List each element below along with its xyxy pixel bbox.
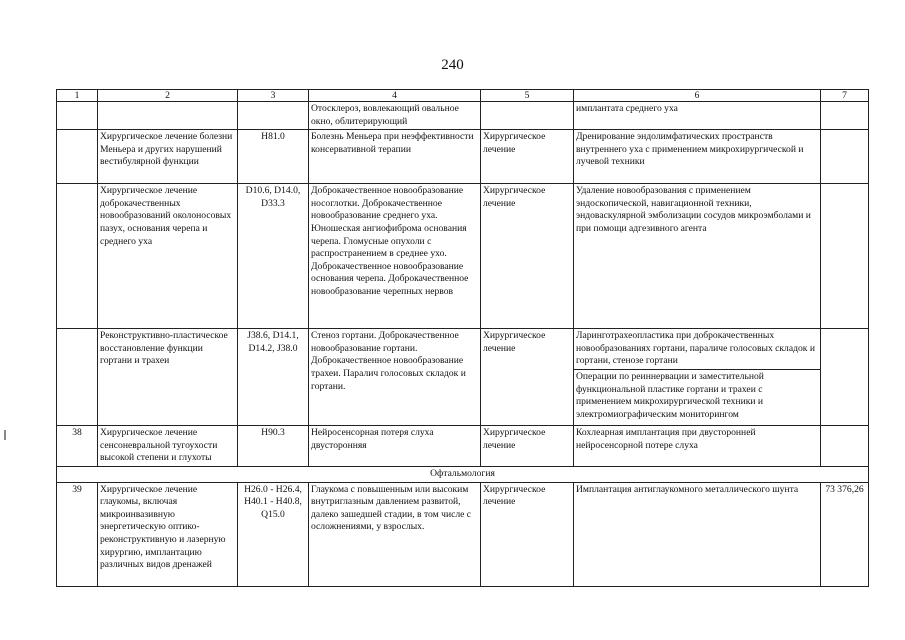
icd-codes: H26.0 - H26.4, H40.1 - H40.8, Q15.0: [238, 482, 309, 586]
treatment-method: Дренирование эндолимфатических пространств внутреннего уха с применением микрохирургической и лучевой техники: [574, 130, 821, 184]
services-table: [56, 89, 869, 587]
treatment-type: Хирургическое лечение: [481, 329, 574, 426]
table-row: [57, 329, 869, 426]
service-name: [98, 102, 238, 130]
patient-model: Глаукома с повышенным или высоким внутриглазным давлением развитой, далеко зашедшей стадии, в том числе с осложнениями, у взрослых.: [309, 482, 481, 586]
cost: [821, 102, 869, 130]
service-name: Хирургическое лечение глаукомы, включая микроинвазивную энергетическую оптико-реконструктивную и лазерную хирургию, имплантацию различных видов дренажей: [98, 482, 238, 586]
treatment-type: Хирургическое лечение: [481, 184, 574, 329]
cost: [821, 184, 869, 329]
icd-codes: J38.6, D14.1, D14.2, J38.0: [238, 329, 309, 426]
patient-model: Нейросенсорная потеря слуха двусторонняя: [309, 426, 481, 467]
table-row: [57, 184, 869, 329]
section-title: Офтальмология: [57, 466, 869, 482]
table-row: [57, 482, 869, 586]
treatment-method: Удаление новообразования с применением эндоскопической, навигационной техники, эндоваскулярной эмболизации сосудов микроэмболами и при помощи адгезивного агента: [574, 184, 821, 329]
cost: [821, 130, 869, 184]
treatment-type: Хирургическое лечение: [481, 482, 574, 586]
page-number: 240: [441, 57, 464, 73]
cost: [821, 426, 869, 467]
icd-codes: D10.6, D14.0, D33.3: [238, 184, 309, 329]
cost: 73 376,26: [821, 482, 869, 586]
service-name: Хирургическое лечение сенсоневральной тугоухости высокой степени и глухоты: [98, 426, 238, 467]
column-header: 1: [57, 90, 98, 102]
treatment-type: Хирургическое лечение: [481, 426, 574, 467]
table-row: [57, 102, 869, 130]
service-name: Хирургическое лечение доброкачественных новообразований околоносовых пазух, основания черепа и среднего уха: [98, 184, 238, 329]
column-header: 3: [238, 90, 309, 102]
row-number: [57, 130, 98, 184]
column-header: 5: [481, 90, 574, 102]
patient-model: Стеноз гортани. Доброкачественное новообразование гортани. Доброкачественное новообразование трахеи. Паралич голосовых складок и гортани.: [309, 329, 481, 426]
patient-model: Доброкачественное новообразование носоглотки. Доброкачественное новообразование среднего уха. Юношеская ангиофиброма основания черепа. Гломусные опухоли с распространением в среднее ухо. Доброкачественное новообразование основания черепа. Доброкачественное новообразование черепных нервов: [309, 184, 481, 329]
row-number: 38: [57, 426, 98, 467]
row-number: 39: [57, 482, 98, 586]
table-row: [57, 130, 869, 184]
scan-edge-mark: [4, 430, 6, 440]
table-row: [57, 426, 869, 467]
row-number: [57, 102, 98, 130]
row-number: [57, 329, 98, 426]
treatment-type: [481, 102, 574, 130]
column-header: 7: [821, 90, 869, 102]
service-name: Реконструктивно-пластическое восстановление функции гортани и трахеи: [98, 329, 238, 426]
column-header: 6: [574, 90, 821, 102]
treatment-method: Имплантация антиглаукомного металлического шунта: [574, 482, 821, 586]
patient-model: Болезнь Меньера при неэффективности консервативной терапии: [309, 130, 481, 184]
column-header: 4: [309, 90, 481, 102]
treatment-methods: [574, 329, 821, 426]
section-row: [57, 466, 869, 482]
column-header: 2: [98, 90, 238, 102]
treatment-method: Ларинготрахеопластика при доброкачественных новообразованиях гортани, параличе голосовых складок и гортани, стенозе гортани: [576, 330, 815, 367]
patient-model: Отосклероз, вовлекающий овальное окно, облитерирующий: [309, 102, 481, 130]
treatment-method: Кохлеарная имплантация при двусторонней нейросенсорной потере слуха: [574, 426, 821, 467]
icd-codes: [238, 102, 309, 130]
icd-codes: H90.3: [238, 426, 309, 467]
treatment-type: Хирургическое лечение: [481, 130, 574, 184]
row-number: [57, 184, 98, 329]
treatment-method: Операции по реиннервации и заместительной функциональной пластике гортани и трахеи с применением микрохирургической техники и электромиографическим мониторингом: [574, 369, 820, 421]
cost: [821, 329, 869, 426]
column-number-row: [57, 90, 869, 102]
treatment-method: имплантата среднего уха: [574, 102, 821, 130]
icd-codes: H81.0: [238, 130, 309, 184]
service-name: Хирургическое лечение болезни Меньера и других нарушений вестибулярной функции: [98, 130, 238, 184]
